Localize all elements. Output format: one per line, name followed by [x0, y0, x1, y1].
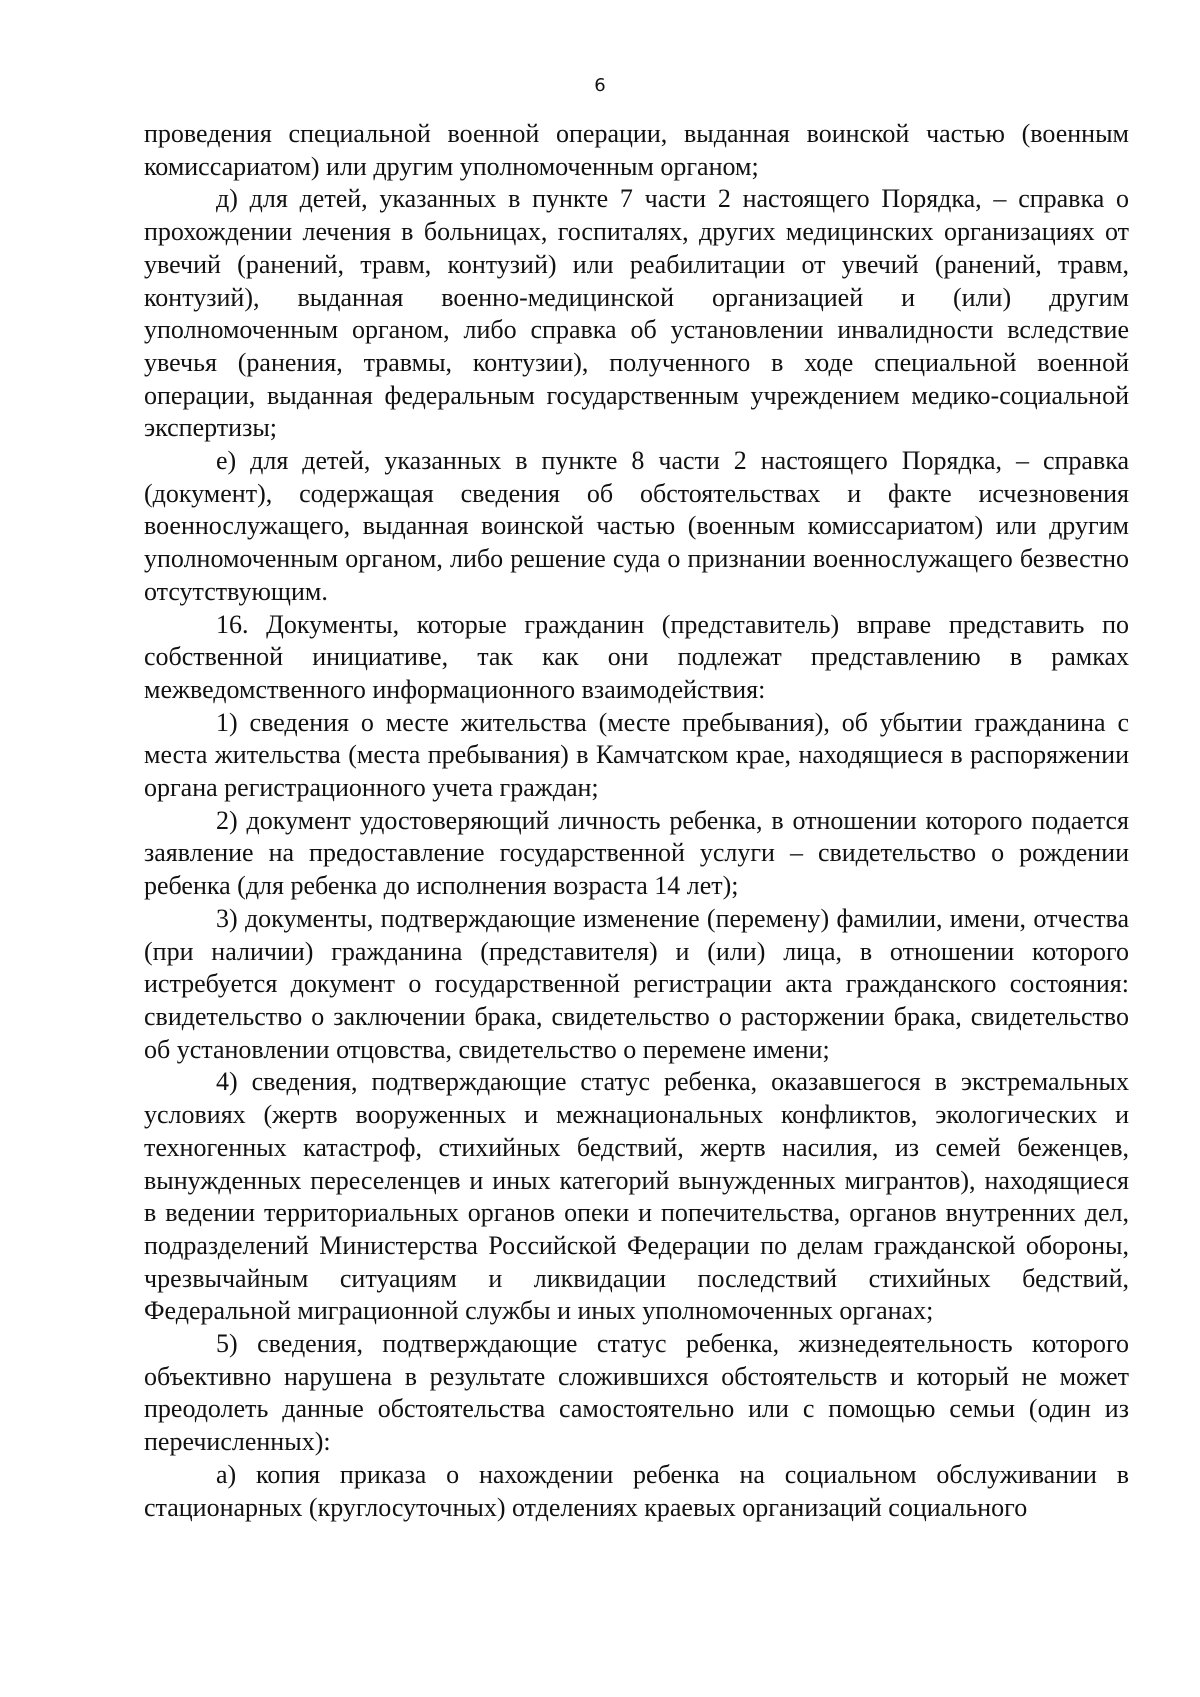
paragraph-item-5: 5) сведения, подтверждающие статус ребенка, жизнедеятельность которого объективно нарушена в результате сложившихся обстоятельств и который не может преодолеть данные обстоятельства самостоятельно или с помощью семьи (один из перечисленных):	[144, 1329, 1129, 1457]
paragraph-item-4: 4) сведения, подтверждающие статус ребенка, оказавшегося в экстремальных условиях (жертв вооруженных и межнациональных конфликтов, экологических и техногенных катастроф, стихийных бедствий, жертв насилия, из семей беженцев, вынужденных переселенцев и иных категорий вынужденных мигрантов), находящиеся в ведении территориальных органов опеки и попечительства, органов внутренних дел, подразделений Министерства Российской Федерации по делам гражданской обороны, чрезвычайным ситуациям и ликвидации последствий стихийных бедствий, Федеральной миграционной службы и иных уполномоченных органах;	[144, 1067, 1129, 1326]
paragraph-item-3: 3) документы, подтверждающие изменение (перемену) фамилии, имени, отчества (при наличии) гражданина (представителя) и (или) лица, в отношении которого истребуется документ о государственной регистрации акта гражданского состояния: свидетельство о заключении брака, свидетельство о расторжении брака, свидетельство об установлении отцовства, свидетельство о перемене имени;	[144, 903, 1129, 1064]
paragraph-item-1: 1) сведения о месте жительства (месте пребывания), об убытии гражданина с места жительства (места пребывания) в Камчатском крае, находящиеся в распоряжении органа регистрационного учета граждан;	[144, 707, 1129, 803]
paragraph-continuation: проведения специальной военной операции, выданная воинской частью (военным комиссариатом) или другим уполномоченным органом;	[144, 119, 1129, 181]
paragraph-section-16: 16. Документы, которые гражданин (представитель) вправе представить по собственной инициативе, так как они подлежат представлению в рамках межведомственного информационного взаимодействия:	[144, 609, 1129, 704]
paragraph-item-e: е) для детей, указанных в пункте 8 части 2 настоящего Порядка, – справка (документ), содержащая сведения об обстоятельствах и факте исчезновения военнослужащего, выданная воинской частью (военным комиссариатом) или другим уполномоченным органом, либо решение суда о признании военнослужащего безвестно отсутствующим.	[144, 446, 1129, 606]
paragraph-item-2: 2) документ удостоверяющий личность ребенка, в отношении которого подается заявление на предоставление государственной услуги – свидетельство о рождении ребенка (для ребенка до исполнения возраста 14 лет);	[144, 805, 1129, 901]
paragraph-item-a: а) копия приказа о нахождении ребенка на социальном обслуживании в стационарных (круглосуточных) отделениях краевых организаций социального	[144, 1459, 1129, 1522]
paragraph-item-d: д) для детей, указанных в пункте 7 части 2 настоящего Порядка, – справка о прохождении лечения в больницах, госпиталях, других медицинских организациях от увечий (ранений, травм, контузий) или реабилитации от увечий (ранений, травм, контузий), выданная военно-медицинской организацией и (или) другим уполномоченным органом, либо справка об установлении инвалидности вследствие увечья (ранения, травмы, контузии), полученного в ходе специальной военной операции, выданная федеральным государственным учреждением медико-социальной экспертизы;	[144, 184, 1129, 443]
page-number: 6	[594, 75, 606, 96]
document-body	[144, 118, 1129, 1524]
